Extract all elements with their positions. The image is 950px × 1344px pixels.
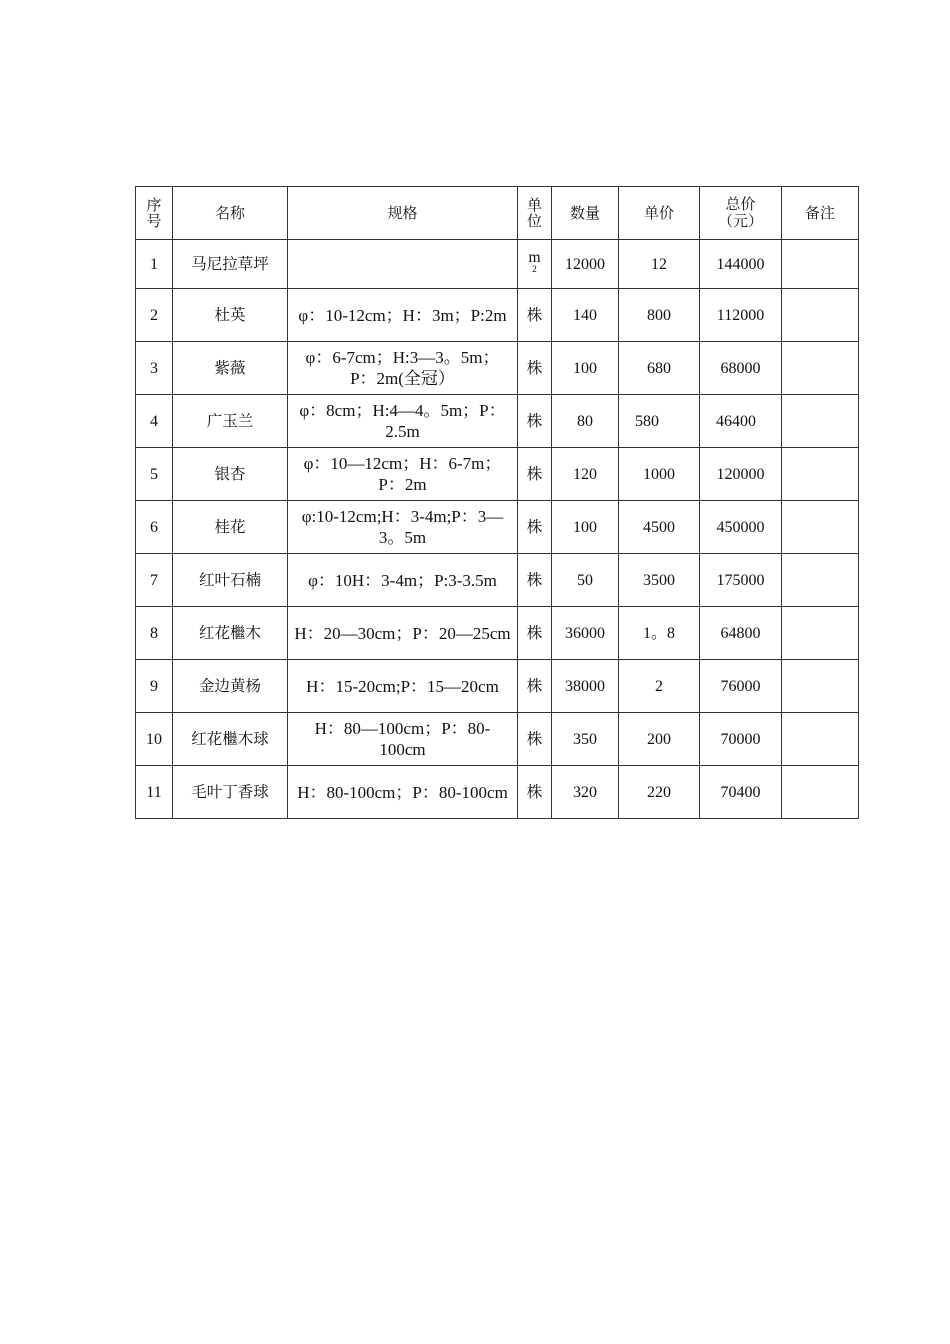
cell-qty: 120 xyxy=(552,448,619,501)
header-total-line2: （元） xyxy=(717,212,763,230)
header-price: 单价 xyxy=(619,187,700,240)
cell-note xyxy=(782,607,859,660)
cell-total: 76000 xyxy=(700,660,782,713)
cell-price: 2 xyxy=(619,660,700,713)
table-row xyxy=(136,554,859,607)
cell-index: 10 xyxy=(136,713,173,766)
cell-name: 银杏 xyxy=(173,448,288,501)
table-row xyxy=(136,448,859,501)
cell-name: 广玉兰 xyxy=(173,395,288,448)
header-total-line1: 总价 xyxy=(725,195,756,213)
cell-name: 红叶石楠 xyxy=(173,554,288,607)
cell-qty: 80 xyxy=(552,395,619,448)
header-note: 备注 xyxy=(782,187,859,240)
cell-qty: 100 xyxy=(552,342,619,395)
table-row xyxy=(136,289,859,342)
cell-spec: φ：8cm；H:4—4。5m；P：2.5m xyxy=(288,395,518,448)
cell-price: 4500 xyxy=(619,501,700,554)
cell-price: 800 xyxy=(619,289,700,342)
cell-qty: 100 xyxy=(552,501,619,554)
cell-qty: 12000 xyxy=(552,240,619,289)
cell-name: 金边黄杨 xyxy=(173,660,288,713)
cell-spec: H：80—100cm；P：80-100cm xyxy=(288,713,518,766)
cell-index: 9 xyxy=(136,660,173,713)
cell-name: 马尼拉草坪 xyxy=(173,240,288,289)
cell-index: 8 xyxy=(136,607,173,660)
cell-note xyxy=(782,660,859,713)
cell-total: 70400 xyxy=(700,766,782,819)
cell-price: 1000 xyxy=(619,448,700,501)
cell-index: 3 xyxy=(136,342,173,395)
cell-qty: 350 xyxy=(552,713,619,766)
cell-qty: 38000 xyxy=(552,660,619,713)
cell-index: 4 xyxy=(136,395,173,448)
cell-qty: 320 xyxy=(552,766,619,819)
cell-name: 红花檵木球 xyxy=(173,713,288,766)
cell-name: 紫薇 xyxy=(173,342,288,395)
cell-unit: 株 xyxy=(518,448,552,501)
table-row xyxy=(136,240,859,289)
cell-note xyxy=(782,240,859,289)
cell-spec: φ：6-7cm；H:3—3。5m；P：2m(全冠） xyxy=(288,342,518,395)
header-unit: 单位 xyxy=(518,187,552,240)
header-qty: 数量 xyxy=(552,187,619,240)
cell-note xyxy=(782,501,859,554)
cell-total: 112000 xyxy=(700,289,782,342)
cell-index: 6 xyxy=(136,501,173,554)
cell-price: 3500 xyxy=(619,554,700,607)
cell-spec: φ：10H：3-4m；P:3-3.5m xyxy=(288,554,518,607)
cell-price: 1。8 xyxy=(619,607,700,660)
cell-unit: 株 xyxy=(518,766,552,819)
cell-name: 毛叶丁香球 xyxy=(173,766,288,819)
cell-total: 46400 xyxy=(700,395,782,448)
cell-note xyxy=(782,395,859,448)
header-total xyxy=(700,187,782,240)
cell-price: 220 xyxy=(619,766,700,819)
cell-unit: 株 xyxy=(518,289,552,342)
unit-superscript: 2 xyxy=(532,263,537,274)
cell-name: 桂花 xyxy=(173,501,288,554)
table-row xyxy=(136,395,859,448)
cell-total: 70000 xyxy=(700,713,782,766)
table-row xyxy=(136,342,859,395)
cell-name: 杜英 xyxy=(173,289,288,342)
plant-price-table xyxy=(135,186,859,819)
cell-unit: 株 xyxy=(518,660,552,713)
cell-unit: 株 xyxy=(518,554,552,607)
table-row xyxy=(136,607,859,660)
cell-total: 64800 xyxy=(700,607,782,660)
cell-spec: φ：10—12cm；H：6-7m；P：2m xyxy=(288,448,518,501)
cell-note xyxy=(782,289,859,342)
cell-note xyxy=(782,448,859,501)
cell-total: 175000 xyxy=(700,554,782,607)
cell-note xyxy=(782,766,859,819)
header-spec: 规格 xyxy=(288,187,518,240)
cell-index: 11 xyxy=(136,766,173,819)
cell-unit: 株 xyxy=(518,607,552,660)
cell-price: 580 xyxy=(619,395,700,448)
cell-qty: 36000 xyxy=(552,607,619,660)
table-row xyxy=(136,501,859,554)
cell-unit: 株 xyxy=(518,342,552,395)
cell-name: 红花檵木 xyxy=(173,607,288,660)
cell-spec xyxy=(288,240,518,289)
header-name: 名称 xyxy=(173,187,288,240)
cell-index: 1 xyxy=(136,240,173,289)
cell-index: 5 xyxy=(136,448,173,501)
cell-price: 200 xyxy=(619,713,700,766)
cell-total: 120000 xyxy=(700,448,782,501)
cell-spec: H：80-100cm；P：80-100cm xyxy=(288,766,518,819)
cell-note xyxy=(782,342,859,395)
cell-unit: 株 xyxy=(518,501,552,554)
cell-price: 12 xyxy=(619,240,700,289)
cell-price: 680 xyxy=(619,342,700,395)
cell-spec: H：15-20cm;P：15—20cm xyxy=(288,660,518,713)
cell-qty: 140 xyxy=(552,289,619,342)
cell-spec: H：20—30cm；P：20—25cm xyxy=(288,607,518,660)
cell-total: 144000 xyxy=(700,240,782,289)
table-row xyxy=(136,713,859,766)
cell-spec: φ：10-12cm；H：3m；P:2m xyxy=(288,289,518,342)
unit-base: m xyxy=(528,248,541,266)
cell-spec: φ:10-12cm;H：3-4m;P：3—3。5m xyxy=(288,501,518,554)
cell-unit: 株 xyxy=(518,713,552,766)
cell-unit: 株 xyxy=(518,395,552,448)
header-index: 序号 xyxy=(136,187,173,240)
cell-unit xyxy=(518,240,552,289)
cell-total: 450000 xyxy=(700,501,782,554)
cell-total: 68000 xyxy=(700,342,782,395)
cell-qty: 50 xyxy=(552,554,619,607)
table-row xyxy=(136,660,859,713)
cell-note xyxy=(782,713,859,766)
unit-square-meter xyxy=(528,248,541,274)
table-row xyxy=(136,766,859,819)
cell-index: 2 xyxy=(136,289,173,342)
table-header-row xyxy=(136,187,859,240)
cell-index: 7 xyxy=(136,554,173,607)
cell-note xyxy=(782,554,859,607)
